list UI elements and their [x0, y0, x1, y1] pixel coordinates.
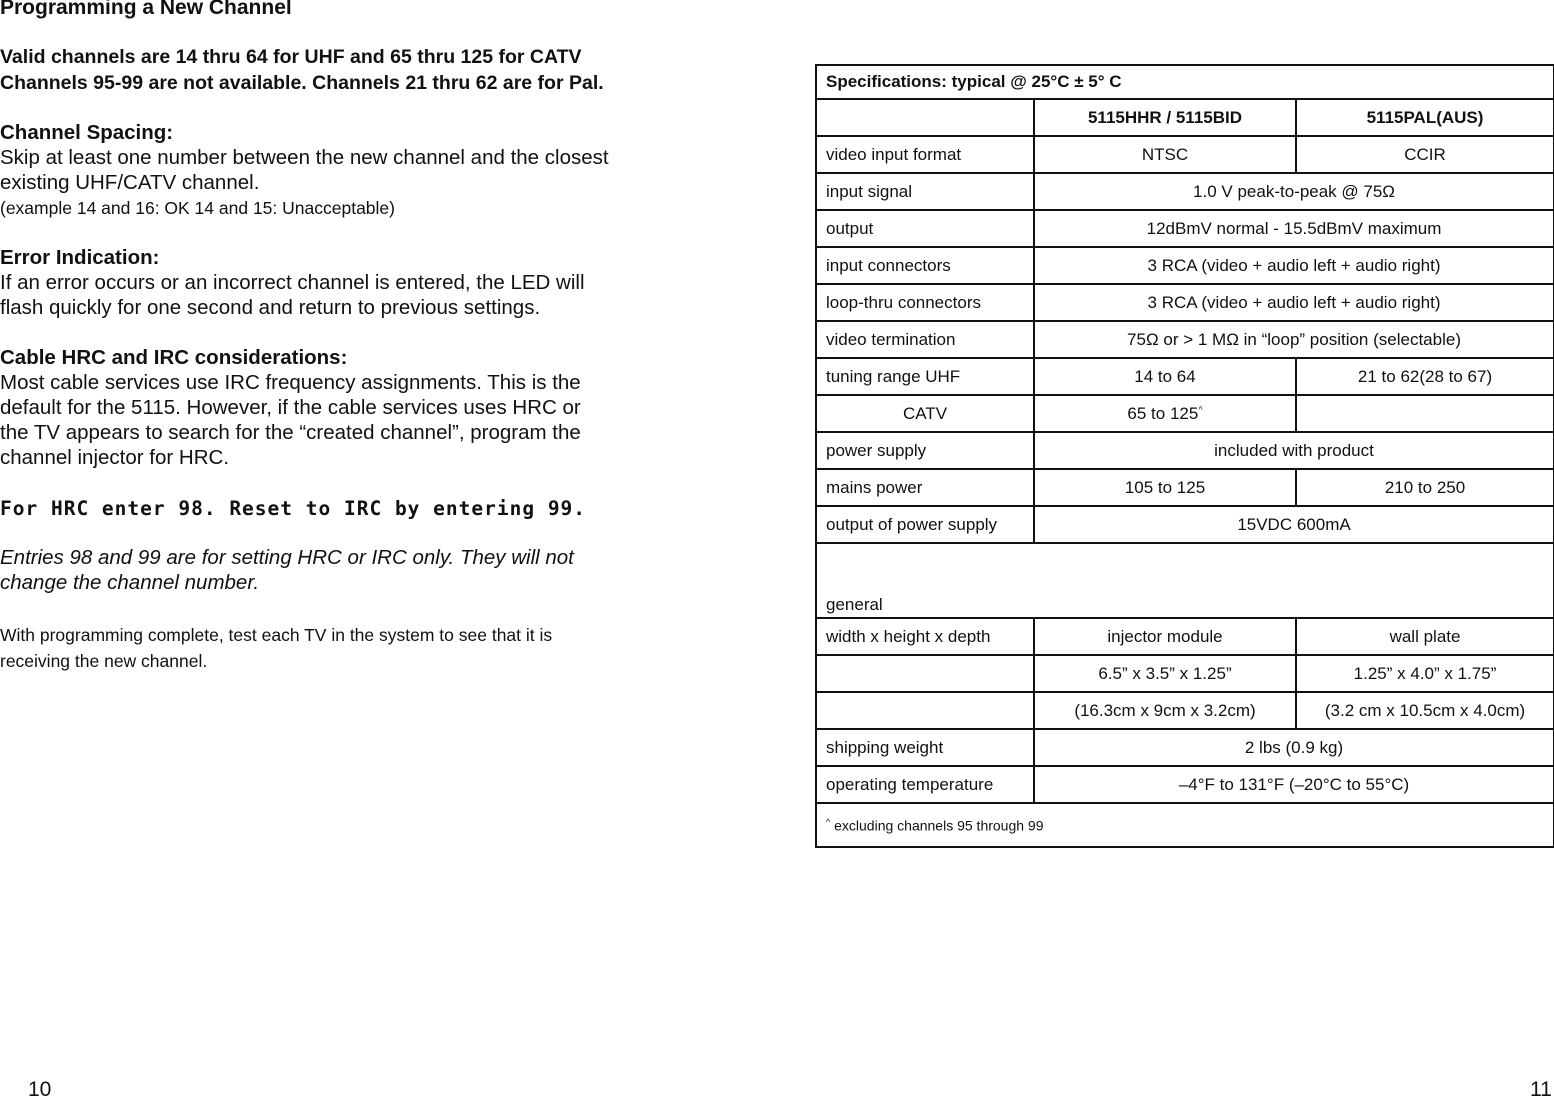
spec-row-operating-temperature: operating temperature –4°F to 131°F (–20°C to 55°C) — [816, 766, 1554, 803]
spec-footnote: ^ excluding channels 95 through 99 — [816, 803, 1554, 847]
spec-row-video-termination: video termination 75Ω or > 1 MΩ in “loop” position (selectable) — [816, 321, 1554, 358]
spec-row-input-signal: input signal 1.0 V peak-to-peak @ 75Ω — [816, 173, 1554, 210]
footnote-marker: ^ — [1198, 403, 1203, 414]
page-title: Programming a New Channel — [0, 0, 292, 19]
spec-row-shipping-weight: shipping weight 2 lbs (0.9 kg) — [816, 729, 1554, 766]
spec-row-power-supply: power supply included with product — [816, 432, 1554, 469]
spec-row-dimensions-cm: (16.3cm x 9cm x 3.2cm) (3.2 cm x 10.5cm x 4.0cm) — [816, 692, 1554, 729]
spec-row-general: general — [816, 543, 1554, 618]
page-number-right: 11 — [1530, 1078, 1552, 1101]
channel-spacing-heading: Channel Spacing: — [0, 121, 174, 144]
channel-spacing-section: Channel Spacing: Skip at least one number between the new channel and the closest existing UHF/CATV channel. (example 14 and 16: OK 14 and 15: Unacceptable) — [0, 121, 609, 218]
error-indication-heading: Error Indication: — [0, 246, 160, 269]
spec-row-video-input-format: video input format NTSC CCIR — [816, 136, 1554, 173]
spec-row-dimensions-inches: 6.5” x 3.5” x 1.25” 1.25” x 4.0” x 1.75” — [816, 655, 1554, 692]
cable-hrc-irc-section: Cable HRC and IRC considerations: Most cable services use IRC frequency assignments. This is the default for the 5115. However, if the cable services uses HRC or the TV appears to search for the “created channel”, program the channel injector for HRC. — [0, 346, 581, 469]
page-number-left: 10 — [28, 1078, 52, 1101]
valid-channels-note: Valid channels are 14 thru 64 for UHF and 65 thru 125 for CATV Channels 95-99 are not available. Channels 21 thru 62 are for Pal. — [0, 46, 604, 94]
entries-note: Entries 98 and 99 are for setting HRC or IRC only. They will not change the channel number. — [0, 546, 574, 594]
spec-row-output: output 12dBmV normal - 15.5dBmV maximum — [816, 210, 1554, 247]
cable-hrc-irc-heading: Cable HRC and IRC considerations: — [0, 346, 348, 369]
programming-complete-note: With programming complete, test each TV in the system to see that it is receiving the new channel. — [0, 625, 553, 671]
spec-row-tuning-range-catv: CATV 65 to 125^ — [816, 395, 1554, 432]
column-header-5115pal: 5115PAL(AUS) — [1296, 99, 1554, 136]
error-indication-section: Error Indication: If an error occurs or an incorrect channel is entered, the LED will flash quickly for one second and return to previous settings. — [0, 246, 585, 319]
spec-row-input-connectors: input connectors 3 RCA (video + audio left + audio right) — [816, 247, 1554, 284]
spec-row-loop-thru-connectors: loop-thru connectors 3 RCA (video + audio left + audio right) — [816, 284, 1554, 321]
specifications-table — [815, 64, 1554, 848]
hrc-instruction: For HRC enter 98. Reset to IRC by entering 99. — [0, 497, 587, 520]
spec-table-title: Specifications: typical @ 25°C ± 5° C — [816, 65, 1554, 99]
spec-row-tuning-range-uhf: tuning range UHF 14 to 64 21 to 62(28 to 67) — [816, 358, 1554, 395]
spec-row-output-of-power-supply: output of power supply 15VDC 600mA — [816, 506, 1554, 543]
column-header-5115hhr: 5115HHR / 5115BID — [1034, 99, 1296, 136]
spec-row-dimensions-header: width x height x depth injector module wall plate — [816, 618, 1554, 655]
spec-row-mains-power: mains power 105 to 125 210 to 250 — [816, 469, 1554, 506]
